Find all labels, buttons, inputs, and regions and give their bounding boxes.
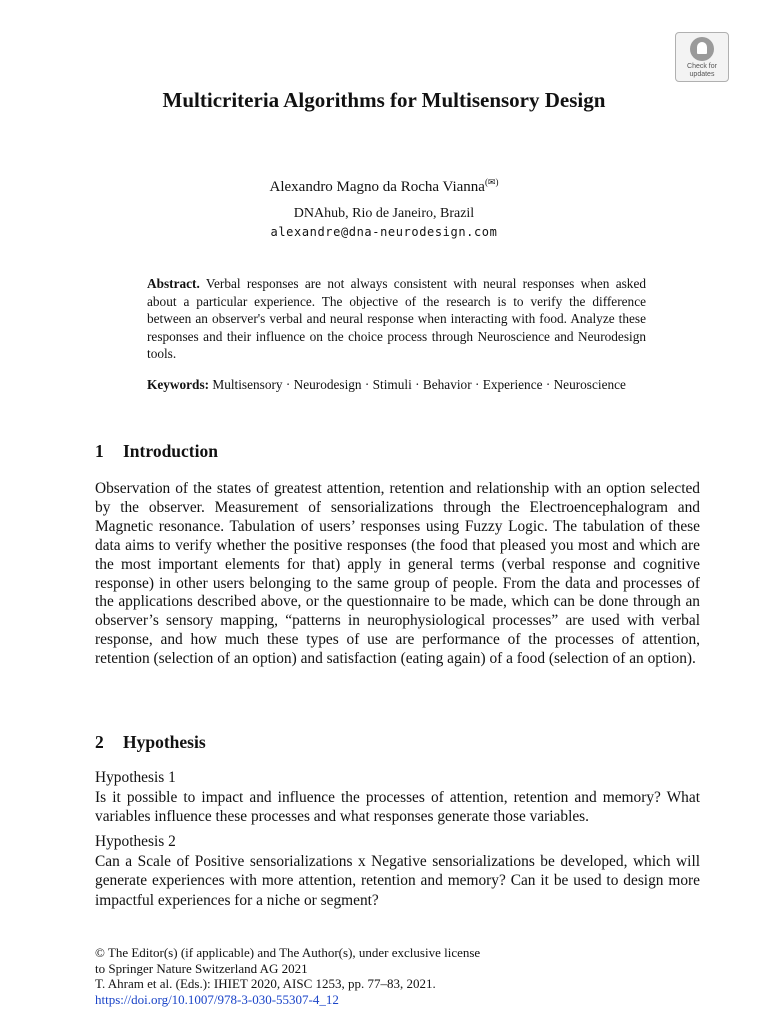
hypothesis-1 xyxy=(95,768,700,827)
abstract-label: Abstract. xyxy=(147,276,200,291)
keywords-text: Multisensory · Neurodesign · Stimuli · Behavior · Experience · Neuroscience xyxy=(212,377,626,392)
hypothesis-label: Hypothesis 1 xyxy=(95,769,176,786)
footer-line: © The Editor(s) (if applicable) and The Author(s), under exclusive license xyxy=(95,945,481,960)
section-heading-introduction xyxy=(95,440,673,462)
section-title: Hypothesis xyxy=(123,732,206,752)
keywords xyxy=(147,376,646,394)
doi-link[interactable]: https://doi.org/10.1007/978-3-030-55307-4_12 xyxy=(95,991,339,1007)
author-line xyxy=(100,172,668,197)
section-title: Introduction xyxy=(123,441,218,461)
introduction-paragraph: Observation of the states of greatest attention, retention and relationship with an option selected by the observer. Measurement of sensorializations through the Electroencephalogram and Magnetic resonance. Tabulation of users’ responses using Fuzzy Logic. The tabulation of these data aims to verify whether the positive responses (the food that pleased you most and which are the most important elements for that) apply in general terms (verbal response and cognitive response) in other users belonging to the same group of people. From the data and processes of the applications described above, or the questionnaire to be made, which can be done through an observer’s sensory mapping, “patterns in neurophysiological processes” are used with verbal response, and how much these types of use are performance of the processes of attention, retention (selection of an option) and satisfaction (eating again) of a food (selection of an option). xyxy=(95,480,700,668)
affiliation: DNAhub, Rio de Janeiro, Brazil xyxy=(293,206,475,221)
hypothesis-text: Is it possible to impact and influence the processes of attention, retention and memory? What variables influence these processes and what responses generate those variables. xyxy=(95,788,700,825)
abstract-text: Verbal responses are not always consistent with neural responses when asked about a particular experience. The objective of the research is to verify the difference between an observer's verbal and neural response when interacting with food. Analyze these responses and their influence on the choice process through Neuroscience and Neurodesign tools. xyxy=(147,276,646,361)
bookmark-icon xyxy=(690,37,714,61)
footer-line: T. Ahram et al. (Eds.): IHIET 2020, AISC 1253, pp. 77–83, 2021. xyxy=(95,976,436,991)
envelope-icon: (✉) xyxy=(484,177,499,187)
check-for-updates-badge[interactable] xyxy=(675,32,729,82)
section-number: 1 xyxy=(95,441,104,461)
badge-line-1: Check for xyxy=(687,63,717,70)
section-number: 2 xyxy=(95,732,104,752)
copyright-footer xyxy=(95,945,595,1007)
author-email[interactable]: alexandre@dna-neurodesign.com xyxy=(270,225,498,239)
badge-line-2: updates xyxy=(689,71,715,78)
section-heading-hypothesis xyxy=(95,731,673,753)
hypothesis-text: Can a Scale of Positive sensorializations x Negative sensorializations be developed, which will generate experiences with more attention, retention and memory? Can it be used to design more impactful experiences for a niche or segment? xyxy=(95,852,700,909)
paper-title: Multicriteria Algorithms for Multisensory Design xyxy=(162,88,606,112)
author-name: Alexandro Magno da Rocha Vianna xyxy=(269,179,485,195)
hypothesis-2 xyxy=(95,832,700,910)
hypothesis-label: Hypothesis 2 xyxy=(95,833,176,850)
keywords-label: Keywords: xyxy=(147,377,210,392)
footer-line: to Springer Nature Switzerland AG 2021 xyxy=(95,960,308,976)
abstract xyxy=(147,275,646,363)
